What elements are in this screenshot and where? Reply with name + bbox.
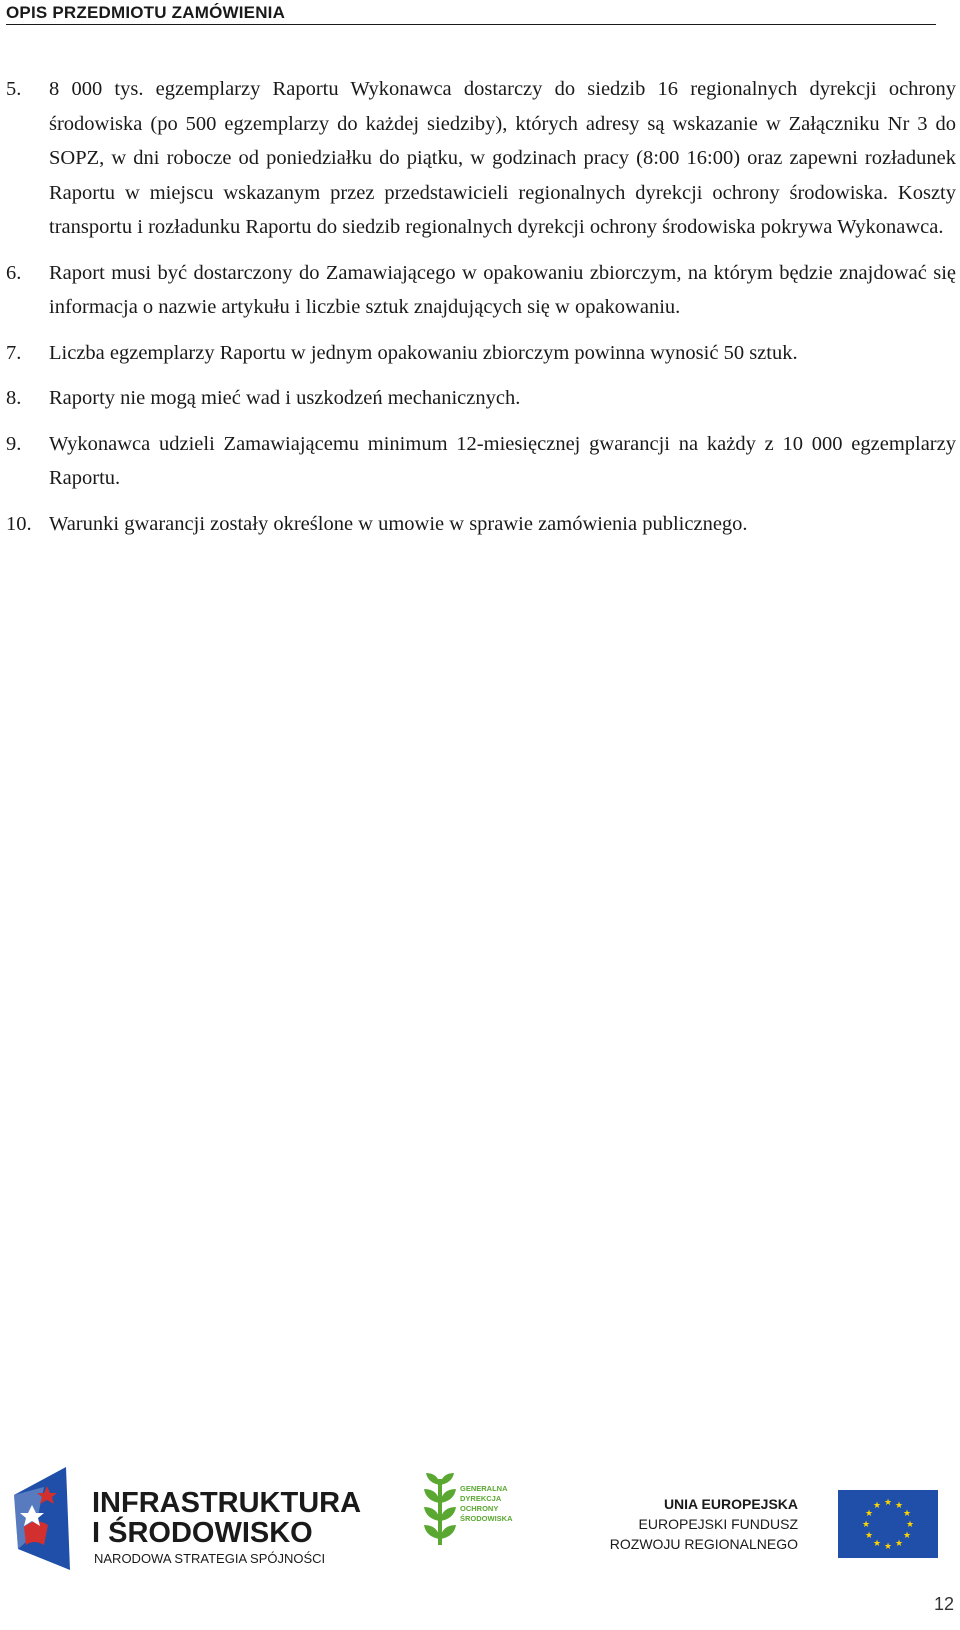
eu-line2: EUROPEJSKI FUNDUSZ [638, 1516, 798, 1532]
svg-text:★: ★ [905, 1520, 915, 1530]
svg-text:★: ★ [894, 1501, 904, 1511]
document-title: OPIS PRZEDMIOTU ZAMÓWIENIA [6, 3, 286, 22]
gdos-line1: GENERALNA [460, 1484, 508, 1493]
eu-line1: UNIA EUROPEJSKA [663, 1496, 798, 1512]
footer-logos [0, 1465, 960, 1575]
gdos-line4: ŚRODOWISKA [460, 1514, 513, 1523]
list-item [6, 256, 956, 325]
list-item [6, 72, 956, 245]
svg-text:★: ★ [872, 1501, 882, 1511]
svg-text:★: ★ [864, 1531, 874, 1541]
list-item [6, 507, 956, 542]
item-number: 10. [6, 512, 32, 535]
item-text: Wykonawca udzieli Zamawiającemu minimum 12-miesięcznej gwarancji na każdy z 10 000 egzemplarzy Raportu. [49, 432, 956, 489]
svg-text:★: ★ [894, 1539, 904, 1549]
item-text: 8 000 tys. egzemplarzy Raportu Wykonawca dostarczy do siedzib 16 regionalnych dyrekcji ochrony środowiska (po 500 egzemplarzy do każdej siedziby), których adresy są wskazanie w Załączniku Nr 3 do SOPZ, w dni robocze od poniedziałku do piątku, w godzinach pracy (8:00 16:00) oraz zapewni rozładunek Raportu w miejscu wskazanym przez przedstawicieli regionalnych dyrekcji ochrony środowiska. Koszty transportu i rozładunku Raportu do siedzib regionalnych dyrekcji ochrony środowiska pokrywa Wykonawca. [49, 78, 956, 238]
svg-text:★: ★ [872, 1539, 882, 1549]
eu-fund-text [609, 1495, 820, 1557]
infrastruktura-i-srodowisko-logo [4, 1465, 362, 1573]
item-text: Raporty nie mogą mieć wad i uszkodzeń mechanicznych. [49, 387, 521, 409]
svg-text:★: ★ [902, 1531, 912, 1541]
svg-text:★: ★ [902, 1509, 912, 1519]
item-text: Raport musi być dostarczony do Zamawiającego w opakowaniu zbiorczym, na którym będzie znajdować się informacja o nazwie artykułu i liczbie sztuk znajdujących się w opakowaniu. [49, 261, 956, 318]
item-number: 5. [6, 78, 22, 100]
svg-text:★: ★ [861, 1520, 871, 1530]
svg-text:★: ★ [883, 1542, 893, 1552]
page-number: 12 [933, 1594, 954, 1614]
item-text: Liczba egzemplarzy Raportu w jednym opakowaniu zbiorczym powinna wynosić 50 sztuk. [49, 341, 798, 364]
infra-line2: I ŚRODOWISKO [92, 1517, 313, 1549]
page-header [6, 2, 936, 25]
item-number: 6. [6, 261, 22, 284]
item-number: 9. [6, 432, 22, 455]
item-text: Warunki gwarancji zostały określone w umowie w sprawie zamówienia publicznego. [49, 512, 748, 535]
eu-line3: ROZWOJU REGIONALNEGO [609, 1536, 798, 1552]
list-item [6, 427, 956, 496]
document-body [6, 72, 956, 552]
item-number: 8. [6, 387, 22, 409]
gdos-line2: DYREKCJA [460, 1494, 502, 1503]
list-item [6, 381, 956, 416]
item-number: 7. [6, 341, 22, 364]
infra-line1: INFRASTRUKTURA [92, 1487, 362, 1519]
svg-text:★: ★ [883, 1498, 893, 1508]
eu-flag-icon [838, 1490, 938, 1558]
gdos-line3: OCHRONY [460, 1504, 499, 1513]
svg-text:★: ★ [864, 1509, 874, 1519]
infra-line3: NARODOWA STRATEGIA SPÓJNOŚCI [94, 1551, 326, 1566]
list-item [6, 336, 956, 371]
gdos-logo [424, 1469, 513, 1547]
